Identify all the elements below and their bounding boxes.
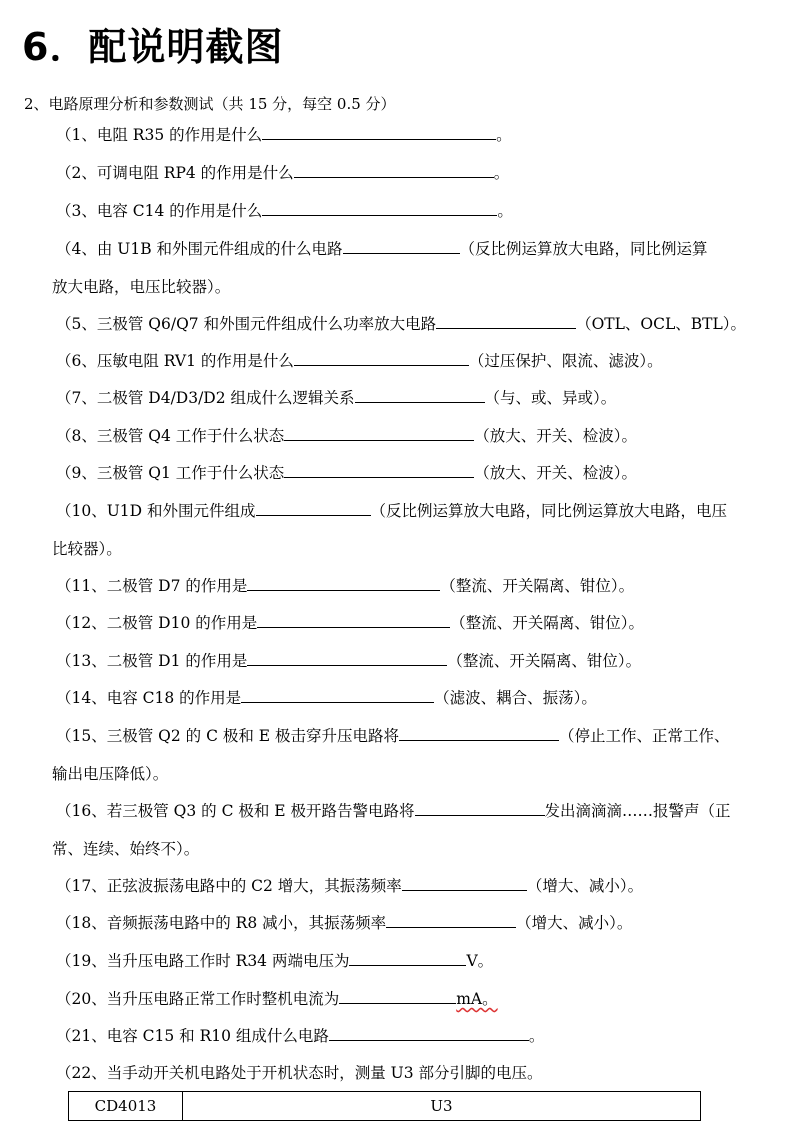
question-options: （过压保护、限流、滤波）。 xyxy=(468,352,663,370)
question-text: （13、二极管 D1 的作用是 xyxy=(56,652,248,670)
question-line xyxy=(56,571,634,601)
question-line xyxy=(56,1021,544,1051)
question-line xyxy=(56,946,493,976)
question-line xyxy=(56,984,498,1014)
question-line xyxy=(52,759,168,789)
question-text: （16、若三极管 Q3 的 C 极和 E 极开路告警电路将 xyxy=(56,802,415,820)
section-title: 2、电路原理分析和参数测试（共 15 分，每空 0.5 分） xyxy=(24,95,396,113)
question-options: （放大、开关、检波）。 xyxy=(474,427,638,445)
question-line xyxy=(52,834,199,864)
answer-blank[interactable] xyxy=(284,422,474,441)
question-line xyxy=(56,1058,543,1088)
question-options: （反比例运算放大电路，同比例运算 xyxy=(459,240,708,258)
question-line xyxy=(56,158,509,188)
question-text: （17、正弦波振荡电路中的 C2 增大，其振荡频率 xyxy=(56,877,402,895)
question-line xyxy=(56,421,637,451)
question-text: （15、三极管 Q2 的 C 极和 E 极击穿升压电路将 xyxy=(56,727,400,745)
question-line xyxy=(56,608,644,638)
question-options: （整流、开关隔离、钳位）。 xyxy=(440,577,635,595)
question-continuation: 常、连续、始终不）。 xyxy=(52,840,200,858)
pin-voltage-table xyxy=(68,1091,701,1121)
answer-blank[interactable] xyxy=(294,347,469,366)
question-line xyxy=(56,234,708,264)
answer-blank[interactable] xyxy=(241,684,434,703)
answer-blank[interactable] xyxy=(256,497,371,516)
question-line xyxy=(52,534,122,564)
table-chip-cell: CD4013 xyxy=(69,1092,183,1121)
question-text: （9、三极管 Q1 工作于什么状态 xyxy=(56,464,285,482)
answer-blank[interactable] xyxy=(386,909,516,928)
answer-blank[interactable] xyxy=(436,310,576,329)
question-text: （3、电容 C14 的作用是什么 xyxy=(56,202,263,220)
answer-blank[interactable] xyxy=(257,609,450,628)
question-options: 。 xyxy=(496,126,512,144)
question-line xyxy=(56,196,513,226)
answer-blank[interactable] xyxy=(339,985,456,1004)
question-line xyxy=(56,646,641,676)
question-line xyxy=(56,908,632,938)
question-line xyxy=(56,346,663,376)
question-continuation: 比较器）。 xyxy=(52,540,122,558)
question-text: （8、三极管 Q4 工作于什么状态 xyxy=(56,427,285,445)
question-line xyxy=(56,721,730,751)
question-options: （与、或、异或）。 xyxy=(484,389,617,407)
question-continuation: 输出电压降低）。 xyxy=(52,765,169,783)
question-options: 。 xyxy=(497,202,513,220)
question-text: （6、压敏电阻 RV1 的作用是什么 xyxy=(56,352,294,370)
page-heading: 6．配说明截图 xyxy=(22,25,284,69)
answer-blank[interactable] xyxy=(415,797,545,816)
question-line xyxy=(52,272,230,302)
answer-blank[interactable] xyxy=(343,235,460,254)
question-options: （增大、减小）。 xyxy=(526,877,644,895)
question-text: （5、三极管 Q6/Q7 和外围元件组成什么功率放大电路 xyxy=(56,315,437,333)
question-text: （22、当手动开关机电路处于开机状态时，测量 U3 部分引脚的电压。 xyxy=(56,1064,543,1082)
answer-blank[interactable] xyxy=(294,159,494,178)
answer-blank[interactable] xyxy=(329,1022,529,1041)
question-text: （21、电容 C15 和 R10 组成什么电路 xyxy=(56,1027,329,1045)
question-line xyxy=(56,871,643,901)
question-text: （18、音频振荡电路中的 R8 减小，其振荡频率 xyxy=(56,914,387,932)
question-options: mA。 xyxy=(456,990,498,1008)
question-options: （放大、开关、检波）。 xyxy=(474,464,638,482)
question-text: （7、二极管 D4/D3/D2 组成什么逻辑关系 xyxy=(56,389,355,407)
question-options: （增大、减小）。 xyxy=(516,914,633,932)
question-options: （整流、开关隔离、钳位）。 xyxy=(447,652,642,670)
question-options: 。 xyxy=(528,1027,545,1045)
answer-blank[interactable] xyxy=(349,947,466,966)
question-line xyxy=(56,383,616,413)
question-line xyxy=(56,496,727,526)
question-line xyxy=(56,458,637,488)
question-line xyxy=(56,683,597,713)
question-options: 发出滴滴滴……报警声（正 xyxy=(544,802,731,820)
question-line xyxy=(56,120,512,150)
question-line xyxy=(56,796,731,826)
question-continuation: 放大电路，电压比较器）。 xyxy=(52,278,231,296)
question-options: （OTL、OCL、BTL）。 xyxy=(576,315,747,333)
question-options: （滤波、耦合、振荡）。 xyxy=(434,689,597,707)
answer-blank[interactable] xyxy=(355,384,485,403)
question-text: （2、可调电阻 RP4 的作用是什么 xyxy=(56,164,294,182)
question-text: （20、当升压电路正常工作时整机电流为 xyxy=(56,990,340,1008)
question-options: （整流、开关隔离、钳位）。 xyxy=(450,614,644,632)
question-options: （停止工作、正常工作、 xyxy=(559,727,730,745)
question-text: （11、二极管 D7 的作用是 xyxy=(56,577,248,595)
question-text: （14、电容 C18 的作用是 xyxy=(56,689,242,707)
answer-blank[interactable] xyxy=(247,647,447,666)
question-text: （19、当升压电路工作时 R34 两端电压为 xyxy=(56,952,350,970)
question-text: （4、由 U1B 和外围元件组成的什么电路 xyxy=(56,240,343,258)
table-u3-cell: U3 xyxy=(183,1092,701,1121)
answer-blank[interactable] xyxy=(399,722,559,741)
question-options: （反比例运算放大电路，同比例运算放大电路，电压 xyxy=(370,502,728,520)
question-text: （12、二极管 D10 的作用是 xyxy=(56,614,258,632)
answer-blank[interactable] xyxy=(262,121,496,140)
question-line xyxy=(56,309,746,339)
question-options: V。 xyxy=(466,952,494,970)
answer-blank[interactable] xyxy=(262,197,497,216)
question-text: （10、U1D 和外围元件组成 xyxy=(56,502,256,520)
answer-blank[interactable] xyxy=(284,459,474,478)
question-options: 。 xyxy=(493,164,510,182)
answer-blank[interactable] xyxy=(247,572,440,591)
answer-blank[interactable] xyxy=(402,872,527,891)
question-text: （1、电阻 R35 的作用是什么 xyxy=(56,126,263,144)
